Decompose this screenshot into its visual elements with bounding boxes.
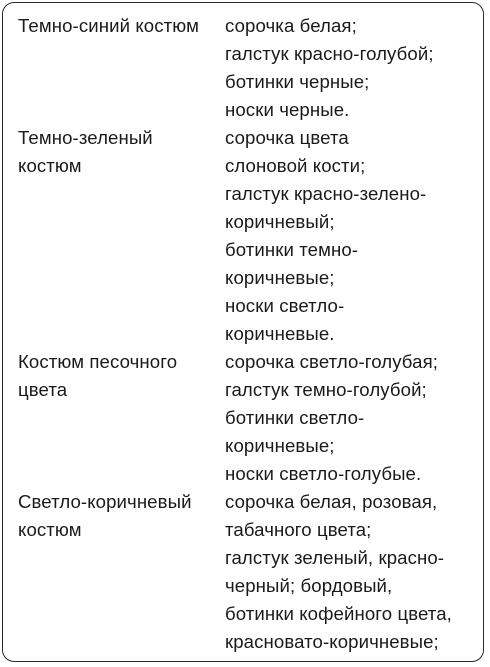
accessory-line: коричневый; — [225, 211, 335, 232]
suit-name-line: цвета — [18, 379, 68, 400]
accessory-line: ботинки кофейного цвета, — [225, 603, 452, 624]
accessories-cell — [225, 348, 478, 488]
table-row — [18, 12, 478, 124]
accessory-line: слоновой кости; — [225, 155, 366, 176]
accessories-cell — [225, 488, 478, 656]
suit-name-line: Костюм песочного — [18, 351, 178, 372]
accessory-line: носки светло-голубые. — [225, 463, 422, 484]
suit-cell — [18, 124, 225, 180]
accessory-line: красновато-коричневые; — [225, 631, 439, 652]
accessory-line: галстук красно-зелено- — [225, 183, 427, 204]
suit-name-line: Темно-зеленый — [18, 127, 153, 148]
suit-name-line: костюм — [18, 519, 82, 540]
accessory-line: сорочка цвета — [225, 127, 349, 148]
accessory-line: коричневые; — [225, 267, 335, 288]
suit-name-line: костюм — [18, 155, 82, 176]
accessory-line: носки светло- — [225, 295, 345, 316]
suit-cell — [18, 348, 225, 404]
table-row — [18, 348, 478, 488]
table-row — [18, 124, 478, 348]
accessory-line: ботинки черные; — [225, 71, 370, 92]
table-row — [18, 488, 478, 656]
suit-name-line: Темно-синий костюм — [18, 15, 199, 36]
accessory-line: галстук зеленый, красно- — [225, 547, 445, 568]
accessory-line: галстук темно-голубой; — [225, 379, 427, 400]
suit-combination-table — [18, 12, 478, 656]
accessory-line: сорочка белая, розовая, — [225, 491, 438, 512]
accessory-line: ботинки темно- — [225, 239, 359, 260]
suit-cell — [18, 12, 225, 40]
accessory-line: черный; бордовый, — [225, 575, 393, 596]
accessory-line: носки черные. — [225, 99, 350, 120]
accessories-cell — [225, 12, 478, 124]
accessory-line: ботинки светло- — [225, 407, 365, 428]
accessory-line: сорочка белая; — [225, 15, 357, 36]
accessory-line: сорочка светло-голубая; — [225, 351, 439, 372]
suit-name-line: Светло-коричневый — [18, 491, 192, 512]
accessory-line: галстук красно-голубой; — [225, 43, 434, 64]
accessory-line: коричневые. — [225, 323, 335, 344]
accessory-line: коричневые; — [225, 435, 335, 456]
accessory-line: табачного цвета; — [225, 519, 372, 540]
accessories-cell — [225, 124, 478, 348]
suit-cell — [18, 488, 225, 544]
